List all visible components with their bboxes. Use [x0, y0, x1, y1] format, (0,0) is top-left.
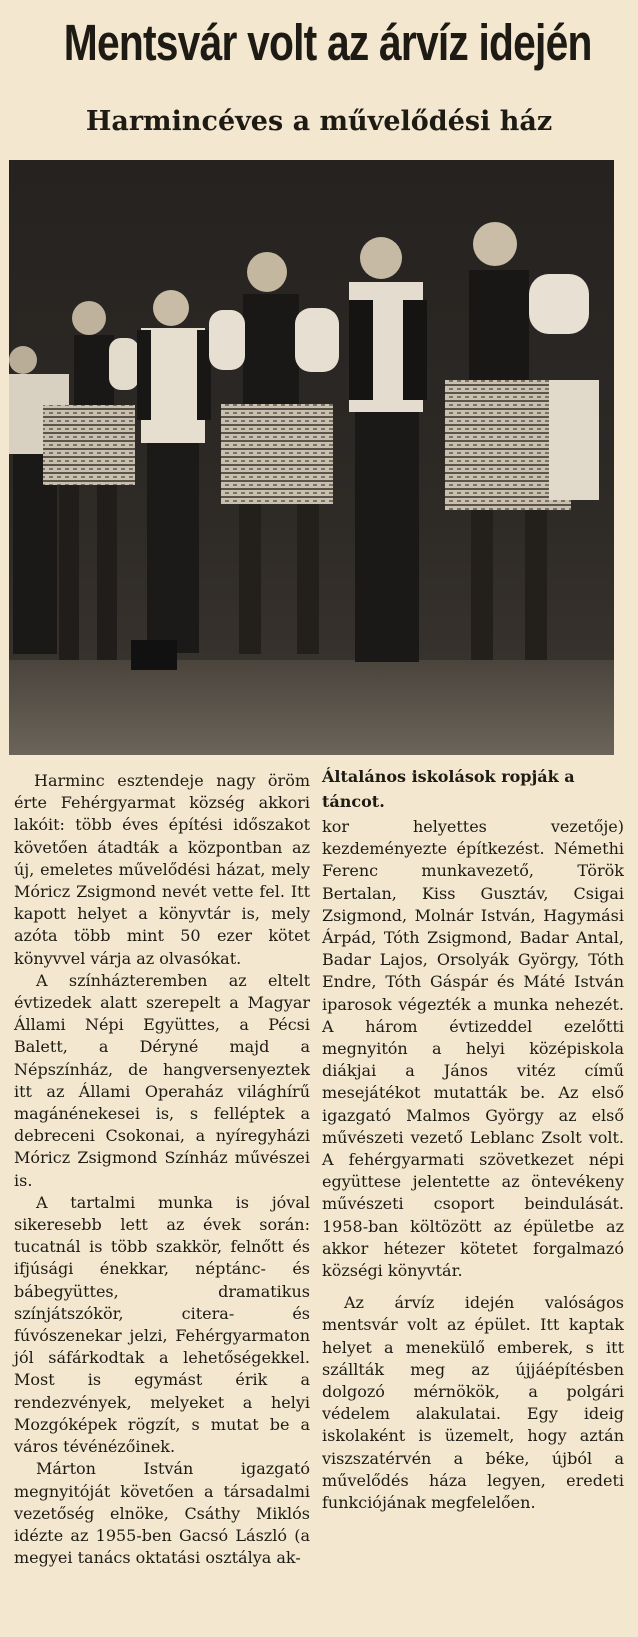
- paragraph: kor helyettes vezetője) kezdeményezte építkezést. Némethi Ferenc munkavezető, Török Bertalan, Kiss Gusztáv, Csigai Zsigmond, Molnár István, Hagymási Árpád, Tóth Zsigmond, Badar Antal, Badar Lajos, Orsolyák György, Tóth Endre, Tóth Gáspár és Máté István iparosok végezték a munka nehezét. A három évtizeddel ezelőtti megnyitón a helyi középiskola diákjai a János vitéz című mesejátékot mutatták be. Az első igazgató Malmos György az első művészeti vezető Leblanc Zsolt volt. A fehérgyarmati szövetkezet népi együttese jelentette az öntevékeny művészeti csoport beindulását. 1958-ban költözött az épületbe az akkor hétezer kötetet forgalmazó községi könyvtár.: [322, 817, 624, 1281]
- dancers-photo: [9, 160, 614, 755]
- dancers-photo-illustration: [9, 160, 614, 755]
- headline: Mentsvár volt az árvíz idején: [63, 14, 592, 71]
- paragraph: A színházteremben az eltelt évtizedek alatt szerepelt a Magyar Állami Népi Együttes, a Pécsi Balett, a Déryné majd a Népszínház, de hangversenyeztek itt az Állami Operaház világhírű magánénekesei is, s felléptek a debreceni Csokonai, a nyíregyházi Móricz Zsigmond Színház művészei is.: [14, 970, 310, 1190]
- subheadline: Harmincéves a művelődési ház: [85, 106, 553, 137]
- left-column: [14, 770, 310, 1569]
- paragraph: Harminc esztendeje nagy öröm érte Fehérgyarmat község akkori lakóit: több éves építési időszakot követően átadták a központban az új, emeletes művelődési házat, mely Móricz Zsigmond nevét vette fel. Itt kapott helyet a könyvtár is, mely azóta több mint 50 ezer kötet könyvvel várja az olvasókat.: [14, 771, 310, 968]
- right-column: [322, 816, 624, 1514]
- paragraph: A tartalmi munka is jóval sikeresebb lett az évek során: tucatnál is több szakkör, felnőtt és ifjúsági énekkar, néptánc- és bábegyüttes, dramatikus színjátszókör, citera- és fúvószenekar jelzi, Fehérgyarmaton jól sáfárkodtak a lehetőségekkel. Most is egymást érik a rendezvények, melyeket a helyi Mozgóképek rögzít, s mutat be a város tévénézőinek.: [14, 1192, 310, 1457]
- paragraph: Márton István igazgató megnyitóját követően a társadalmi vezetőség elnöke, Csáthy Miklós idézte az 1955-ben Gacsó László (a megyei tanács oktatási osztálya ak-: [14, 1459, 310, 1568]
- photo-caption: Általános iskolások ropják a táncot.: [322, 767, 575, 811]
- paragraph: Az árvíz idején valóságos mentsvár volt az épület. Itt kaptak helyet a menekülő emberek, s itt szállták meg az újjáépítésben dolgozó mérnökök, a polgári védelem alakulatai. Egy ideig iskolaként is üzemelt, hogy aztán viszszatérvén a béke, újból a művelődés háza legyen, eredeti funkciójának megfelelően.: [322, 1293, 624, 1513]
